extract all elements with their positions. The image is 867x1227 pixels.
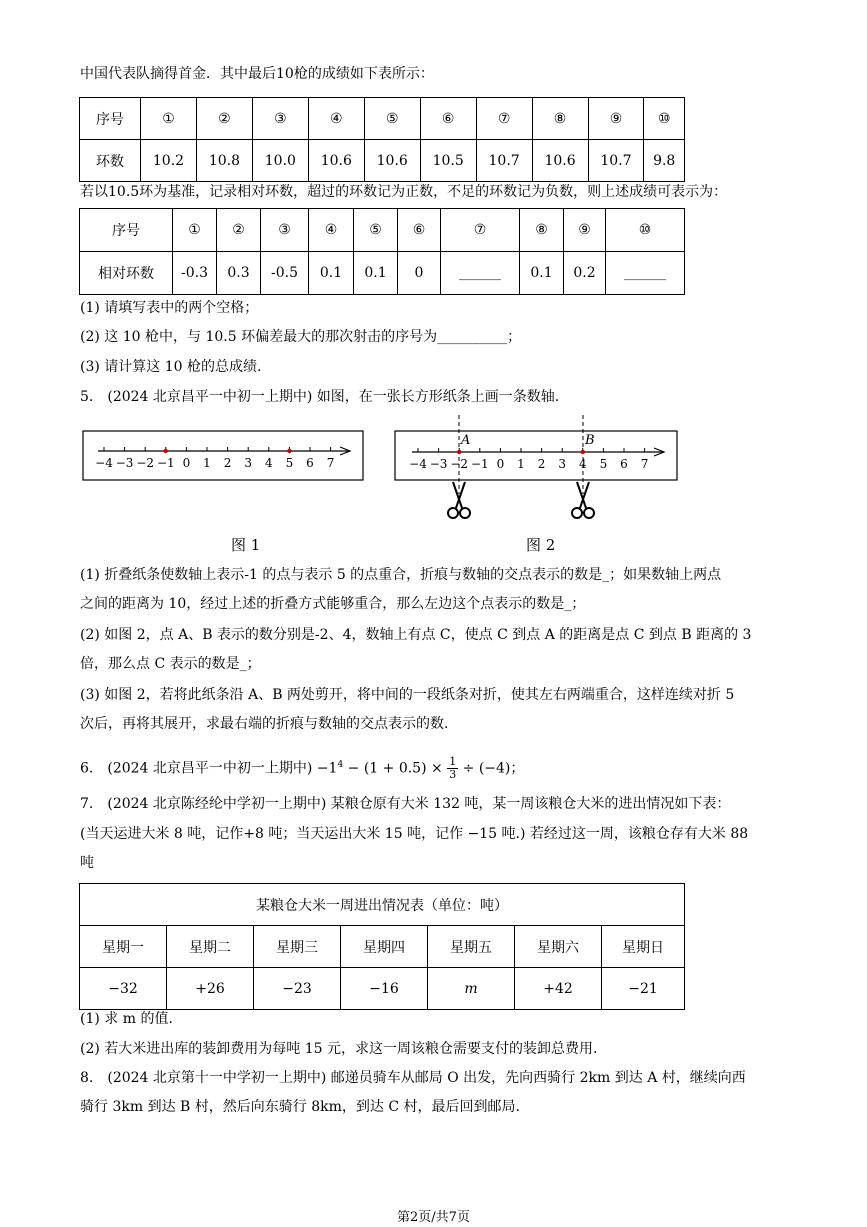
table-cell: 10.0: [252, 140, 308, 182]
paper-strip: [395, 431, 677, 480]
answer-blank-cell[interactable]: ______: [441, 252, 520, 295]
answer-blank-cell[interactable]: ______: [606, 252, 685, 295]
table-cell: 0.2: [564, 252, 606, 295]
q8-line-1: 8. (2024 北京第十一中学初一上期中) 邮递员骑车从邮局 O 出发，先向西骑行 2km 到达 A 村，继续向西: [80, 1070, 746, 1086]
q6-expr-a: −1: [316, 760, 338, 777]
axis-tick-label: 1: [517, 457, 525, 471]
table-cell: −32: [80, 968, 167, 1010]
number-line-figure-2: [394, 412, 684, 524]
score-table-value-row: [80, 140, 685, 182]
table-cell: +26: [167, 968, 254, 1010]
score-table: [79, 97, 685, 182]
table-cell: 0.1: [520, 252, 564, 295]
table-cell: +42: [515, 968, 602, 1010]
grain-table-title-row: [80, 884, 685, 926]
table-cell: 序号: [80, 98, 141, 140]
table-cell: ③: [252, 98, 308, 140]
table-cell: 相对环数: [80, 252, 173, 295]
intro-text: 中国代表队摘得首金．其中最后10枪的成绩如下表所示：: [80, 66, 434, 82]
grain-table: [79, 883, 685, 1010]
axis-tick-label: −4: [409, 457, 427, 471]
axis-tick-label: 2: [537, 457, 546, 471]
axis-tick-label: 0: [182, 456, 191, 470]
axis-tick-label: 0: [496, 457, 505, 471]
table-cell: 0.3: [217, 252, 261, 295]
table-cell: 0.1: [354, 252, 398, 295]
table-cell: 10.6: [364, 140, 420, 182]
q7-line-3: 吨: [80, 855, 94, 871]
figure-1-caption: 图 1: [231, 536, 261, 554]
number-axis: [409, 448, 664, 471]
relative-table-header-row: [80, 209, 685, 252]
table-cell: 星期二: [167, 926, 254, 968]
table-cell: -0.3: [173, 252, 217, 295]
table-cell: 10.6: [308, 140, 364, 182]
figure-2-caption: 图 2: [526, 536, 556, 554]
axis-tick-label: 4: [264, 456, 273, 470]
number-axis: [95, 447, 350, 470]
q5-part-2-line-2: 倍，那么点 C 表示的数是_；: [80, 656, 261, 672]
q5-part-3-line-2: 次后，再将其展开，求最右端的折痕与数轴的交点表示的数.: [80, 716, 449, 732]
q5-part-1-line-1: (1) 折叠纸条使数轴上表示-1 的点与表示 5 的点重合，折痕与数轴的交点表示的数是_；如果数轴上两点: [80, 567, 722, 583]
relative-score-table: [79, 208, 685, 295]
table-cell: 星期三: [254, 926, 341, 968]
q5-part-1-line-2: 之间的距离为 10，经过上述的折叠方式能够重合，那么左边这个点表示的数是_；: [80, 596, 586, 612]
axis-tick-label: 4: [578, 457, 587, 471]
table-cell: m: [428, 968, 515, 1010]
table-cell: 0: [398, 252, 441, 295]
table-cell: 10.7: [588, 140, 644, 182]
table-cell: ⑨: [564, 209, 606, 252]
table-cell: -0.5: [261, 252, 309, 295]
table-cell: 10.7: [476, 140, 532, 182]
table-cell: ①: [141, 98, 197, 140]
q6-line: [80, 754, 524, 781]
table-cell: ③: [261, 209, 309, 252]
table-cell: ②: [196, 98, 252, 140]
q6-fraction-numerator: 1: [449, 755, 457, 769]
axis-tick-label: 5: [285, 456, 294, 470]
q5-part-2-line-1: (2) 如图 2，点 A、B 表示的数分别是-2、4，数轴上有点 C，使点 C 到点 A 的距离是点 C 到点 B 距离的 3: [80, 627, 752, 643]
axis-tick-label: 1: [203, 456, 211, 470]
axis-tick-label: 3: [244, 456, 253, 470]
axis-tick-label: −4: [95, 456, 113, 470]
axis-tick-label: 5: [599, 457, 608, 471]
marked-point: [164, 449, 168, 453]
q7-part-1: (1) 求 m 的值.: [80, 1011, 173, 1027]
relative-table-value-row: [80, 252, 685, 295]
axis-tick-label: 7: [640, 457, 649, 471]
axis-tick-label: 7: [326, 456, 335, 470]
table-cell: ⑧: [520, 209, 564, 252]
between-text: 若以10.5环为基准，记录相对环数，超过的环数记为正数，不足的环数记为负数，则上述成绩可表示为：: [80, 184, 728, 200]
axis-tick-label: −3: [115, 456, 134, 470]
grain-table-day-row: [80, 926, 685, 968]
grain-table-title: 某粮仓大米一周进出情况表（单位：吨）: [80, 884, 685, 926]
q6-fraction: [447, 756, 458, 781]
marked-point: [457, 450, 461, 454]
table-cell: ⑤: [364, 98, 420, 140]
axis-tick-label: 6: [620, 457, 628, 471]
table-cell: 10.5: [420, 140, 476, 182]
q4-part-1: (1) 请填写表中的两个空格；: [80, 300, 259, 316]
table-cell: ⑥: [420, 98, 476, 140]
axis-tick-label: 6: [306, 456, 314, 470]
q6-expr-c: ÷ (−4)；: [458, 760, 525, 777]
q5-stem: 5. (2024 北京昌平一中初一上期中) 如图，在一张长方形纸条上画一条数轴.: [80, 389, 560, 405]
q6-expr-b: − (1 + 0.5) ×: [343, 760, 448, 777]
axis-tick-label: 2: [223, 456, 232, 470]
marked-point: [287, 449, 291, 453]
axis-tick-label: −1: [470, 457, 489, 471]
table-cell: 星期五: [428, 926, 515, 968]
table-cell: ⑤: [354, 209, 398, 252]
table-cell: ④: [309, 209, 354, 252]
table-cell: 星期一: [80, 926, 167, 968]
point-label-a: A: [461, 433, 471, 448]
q8-line-2: 骑行 3km 到达 B 村，然后向东骑行 8km，到达 C 村，最后回到邮局.: [80, 1099, 520, 1115]
table-cell: 星期六: [515, 926, 602, 968]
q6-prefix: 6. (2024 北京昌平一中初一上期中): [80, 760, 317, 777]
grain-table-value-row: [80, 968, 685, 1010]
table-cell: ②: [217, 209, 261, 252]
q7-part-2: (2) 若大米进出库的装卸费用为每吨 15 元，求这一周该粮仓需要支付的装卸总费用.: [80, 1041, 598, 1057]
table-cell: 星期日: [602, 926, 685, 968]
q7-line-1: 7. (2024 北京陈经纶中学初一上期中) 某粮仓原有大米 132 吨，某一周该粮仓大米的进出情况如下表：: [80, 796, 731, 812]
table-cell: ①: [173, 209, 217, 252]
q6-exponent: 4: [337, 760, 344, 770]
table-cell: ⑩: [644, 98, 685, 140]
table-cell: 10.8: [196, 140, 252, 182]
table-cell: 序号: [80, 209, 173, 252]
table-cell: 0.1: [309, 252, 354, 295]
table-cell: ⑩: [606, 209, 685, 252]
table-cell: 环数: [80, 140, 141, 182]
table-cell: ⑦: [441, 209, 520, 252]
axis-tick-label: −1: [156, 456, 175, 470]
table-cell: 10.2: [141, 140, 197, 182]
q5-part-3-line-1: (3) 如图 2，若将此纸条沿 A、B 两处剪开，将中间的一段纸条对折，使其左右两端重合，这样连续对折 5: [80, 687, 735, 703]
page-footer: 第2页/共7页: [397, 1210, 470, 1225]
table-cell: −21: [602, 968, 685, 1010]
number-line-figure-1: [82, 430, 364, 482]
marked-point: [581, 450, 585, 454]
table-cell: 9.8: [644, 140, 685, 182]
point-label-b: B: [585, 433, 595, 448]
q6-fraction-denominator: 3: [449, 768, 457, 782]
axis-tick-label: 3: [558, 457, 567, 471]
axis-tick-label: −3: [429, 457, 448, 471]
score-table-header-row: [80, 98, 685, 140]
axis-tick-label: −2: [136, 456, 155, 470]
table-cell: ⑧: [532, 98, 588, 140]
axis-tick-label: −2: [450, 457, 469, 471]
table-cell: 10.6: [532, 140, 588, 182]
table-cell: ⑥: [398, 209, 441, 252]
table-cell: ⑦: [476, 98, 532, 140]
table-cell: ④: [308, 98, 364, 140]
q4-part-2: (2) 这 10 枪中，与 10.5 环偏差最大的那次射击的序号为__________；: [80, 329, 522, 345]
table-cell: −16: [341, 968, 428, 1010]
q7-line-2: (当天运进大米 8 吨，记作+8 吨；当天运出大米 15 吨，记作 −15 吨.) 若经过这一周，该粮仓存有大米 88: [80, 826, 749, 842]
q4-part-3: (3) 请计算这 10 枪的总成绩.: [80, 359, 262, 375]
table-cell: 星期四: [341, 926, 428, 968]
table-cell: ⑨: [588, 98, 644, 140]
table-cell: −23: [254, 968, 341, 1010]
